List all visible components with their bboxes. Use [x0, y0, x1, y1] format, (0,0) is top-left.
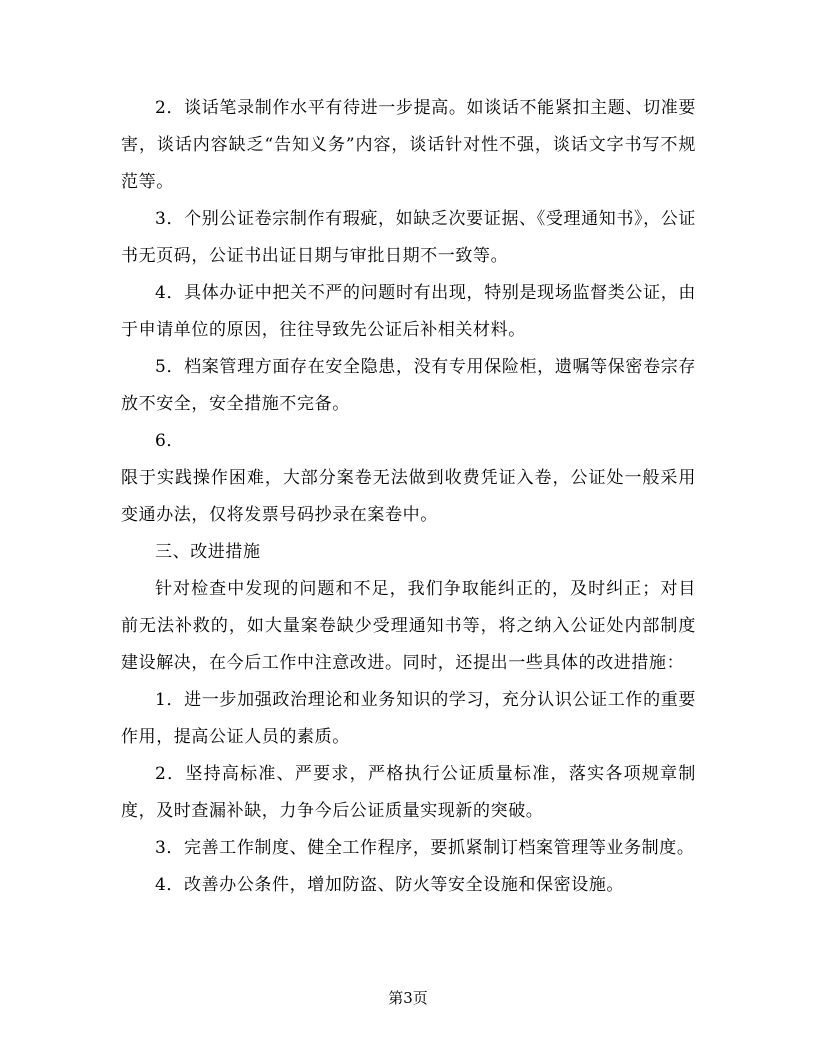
paragraph-measure-1-study: 1．进一步加强政治理论和业务知识的学习，充分认识公证工作的重要作用，提高公证人员的素质。: [121, 690, 696, 747]
section-heading-improvements: 三、改进措施: [155, 542, 261, 562]
paragraph-item-4-review-lax: 4．具体办证中把关不严的问题时有出现，特别是现场监督类公证，由于申请单位的原因，往往导致先公证后补相关材料。: [121, 283, 696, 340]
paragraph-measure-3-procedures: 3．完善工作制度、健全工作程序，要抓紧制订档案管理等业务制度。: [155, 838, 695, 858]
paragraph-item-6-number: 6．: [155, 431, 185, 451]
paragraph-measure-4-office-conditions: 4．改善办公条件，增加防盗、防火等安全设施和保密设施。: [155, 875, 625, 895]
document-body: [121, 90, 696, 904]
paragraph-item-2-interview-records: 2．谈话笔录制作水平有待进一步提高。如谈话不能紧扣主题、切准要害，谈话内容缺乏“告知义务”内容，谈话针对性不强，谈话文字书写不规范等。: [121, 98, 696, 192]
paragraph-improvement-intro: 针对检查中发现的问题和不足，我们争取能纠正的，及时纠正；对目前无法补救的，如大量案卷缺少受理通知书等，将之纳入公证处内部制度建设解决，在今后工作中注意改进。同时，还提出一些具体的改进措施：: [121, 579, 696, 673]
page-number: 第3页: [388, 989, 428, 1007]
paragraph-item-5-archive-security: 5．档案管理方面存在安全隐患，没有专用保险柜，遗嘱等保密卷宗存放不安全，安全措施不完备。: [121, 357, 696, 414]
paragraph-item-6-fee-vouchers: 限于实践操作困难，大部分案卷无法做到收费凭证入卷，公证处一般采用变通办法，仅将发票号码抄录在案卷中。: [121, 468, 696, 525]
paragraph-measure-2-standards: 2．坚持高标准、严要求，严格执行公证质量标准，落实各项规章制度，及时查漏补缺，力争今后公证质量实现新的突破。: [121, 764, 696, 821]
paragraph-item-3-case-files: 3．个别公证卷宗制作有瑕疵，如缺乏次要证据、《受理通知书》，公证书无页码，公证书出证日期与审批日期不一致等。: [121, 209, 696, 266]
